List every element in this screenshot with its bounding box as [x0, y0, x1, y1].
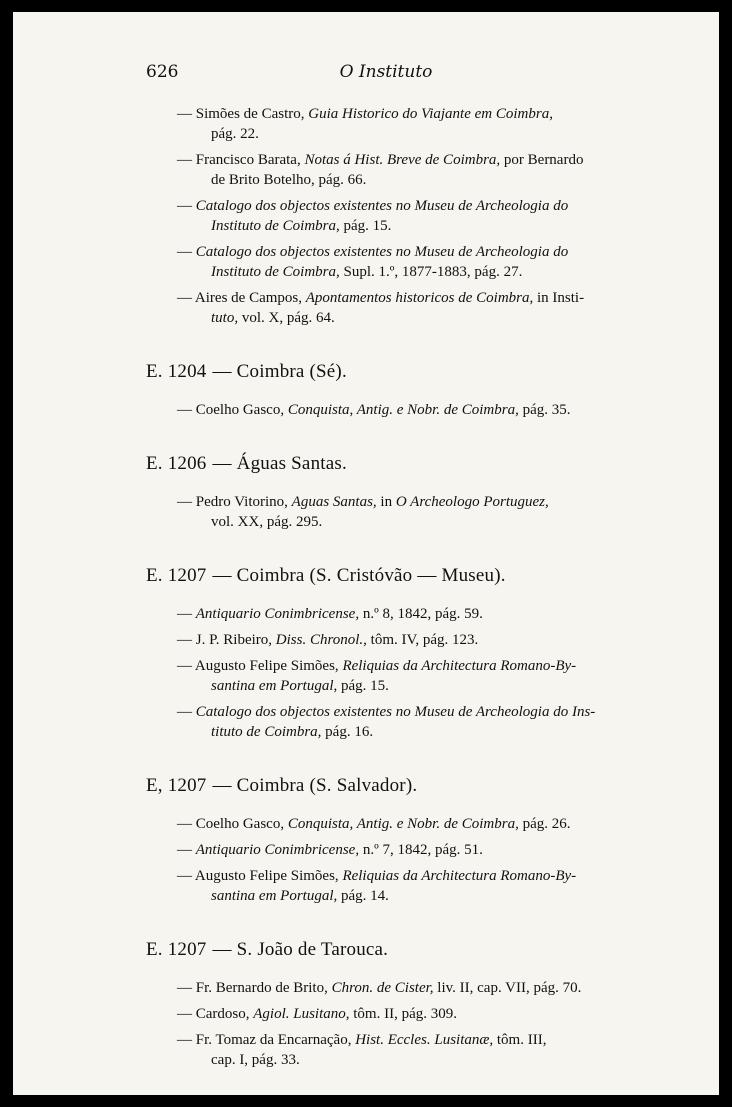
reference-line [146, 978, 626, 998]
reference-title: Conquista, Antig. e Nobr. de Coimbra, [287, 816, 519, 832]
reference-text: — Augusto Felipe Simões, [177, 868, 343, 884]
entry-code: E, 1207 [146, 775, 207, 796]
reference-title: Hist. Eccles. Lusitanæ, [355, 1032, 494, 1048]
reference-title: Catalogo dos objectos existentes no Museu de Archeologia do [195, 198, 569, 214]
reference-title: Catalogo dos objectos existentes no Museu de Archeologia do [195, 244, 569, 260]
reference-title: Antiquario Conimbricense, [195, 842, 360, 858]
reference-text: in Insti- [533, 290, 585, 306]
reference-text: — Simões de Castro, [177, 106, 309, 122]
entry-heading [146, 566, 626, 586]
entry-heading [146, 940, 626, 960]
reference-title: Antiquario Conimbricense, [195, 606, 360, 622]
intro-references [146, 104, 626, 328]
entry-code: E. 1207 [146, 939, 207, 960]
reference-title: tuto, [211, 310, 239, 326]
reference-text: liv. II, cap. VII, pág. 70. [433, 980, 582, 996]
reference [146, 840, 626, 860]
reference-continuation [146, 676, 626, 696]
reference-title: O Archeologo Portuguez, [395, 494, 549, 510]
reference [146, 104, 626, 144]
reference-text: pág. 26. [518, 816, 571, 832]
reference [146, 656, 626, 696]
reference [146, 630, 626, 650]
reference-title: Aguas Santas, [291, 494, 377, 510]
reference-line [146, 288, 626, 308]
reference-continuation [146, 262, 626, 282]
reference [146, 814, 626, 834]
reference [146, 288, 626, 328]
reference-title: Agiol. Lusitano, [253, 1006, 350, 1022]
reference-text: — [177, 244, 196, 260]
reference-title: Catalogo dos objectos existentes no Museu de Archeologia do Ins- [195, 704, 596, 720]
reference [146, 866, 626, 906]
reference-text: por Bernardo [500, 152, 584, 168]
reference-title: Apontamentos historicos de Coimbra, [305, 290, 534, 306]
reference-line [146, 400, 626, 420]
reference-text: — Fr. Bernardo de Brito, [177, 980, 332, 996]
entry-code: E. 1207 [146, 565, 207, 586]
reference [146, 242, 626, 282]
reference-continuation [146, 1050, 626, 1070]
reference-text: cap. I, pág. 33. [211, 1052, 300, 1068]
reference-line [146, 104, 626, 124]
reference-text: pág. 15. [337, 678, 389, 694]
page-number: 626 [146, 62, 179, 82]
reference-text: — J. P. Ribeiro, [177, 632, 276, 648]
reference-text: n.º 7, 1842, pág. 51. [359, 842, 483, 858]
reference-text: tôm. IV, pág. 123. [366, 632, 479, 648]
reference-text: tôm. III, [493, 1032, 547, 1048]
reference-title: Diss. Chronol., [275, 632, 367, 648]
reference [146, 400, 626, 420]
reference-text: — [177, 842, 196, 858]
reference-text: — [177, 606, 196, 622]
page-body [146, 104, 626, 1076]
reference-text: — Coelho Gasco, [177, 816, 288, 832]
reference [146, 196, 626, 236]
reference [146, 1004, 626, 1024]
reference [146, 150, 626, 190]
entry-place: — Águas Santas. [212, 453, 347, 474]
reference-title: santina em Portugal, [211, 678, 338, 694]
reference-line [146, 1004, 626, 1024]
reference-line [146, 492, 626, 512]
entry-heading [146, 362, 626, 382]
reference-text: — Fr. Tomaz da Encarnação, [177, 1032, 356, 1048]
reference-title: Notas á Hist. Breve de Coimbra, [304, 152, 501, 168]
reference [146, 1030, 626, 1070]
entry-code: E. 1206 [146, 453, 207, 474]
reference-line [146, 814, 626, 834]
reference-text: pág. 22. [211, 126, 259, 142]
reference-title: Conquista, Antig. e Nobr. de Coimbra, [287, 402, 519, 418]
reference [146, 492, 626, 532]
reference-text: — Cardoso, [177, 1006, 254, 1022]
reference-text: n.º 8, 1842, pág. 59. [359, 606, 483, 622]
reference [146, 978, 626, 998]
reference-text: pág. 35. [518, 402, 571, 418]
reference [146, 702, 626, 742]
reference-text: vol. XX, pág. 295. [211, 514, 323, 530]
entries-list [146, 362, 626, 1070]
reference-text: — Aires de Campos, [177, 290, 306, 306]
reference-continuation [146, 308, 626, 328]
reference-title: Chron. de Cister, [331, 980, 434, 996]
reference-text: — [177, 704, 196, 720]
entry-place: — S. João de Tarouca. [212, 939, 389, 960]
entry [146, 362, 626, 420]
reference-continuation [146, 170, 626, 190]
entry-heading [146, 454, 626, 474]
reference-title: Guia Historico do Viajante em Coimbra, [308, 106, 553, 122]
reference-text: pág. 16. [321, 724, 374, 740]
reference-text: — Coelho Gasco, [177, 402, 288, 418]
reference-text: in [376, 494, 396, 510]
reference-line [146, 656, 626, 676]
entry [146, 566, 626, 742]
reference-line [146, 604, 626, 624]
page-header [146, 62, 626, 86]
entry-place: — Coimbra (Sé). [212, 361, 347, 382]
reference-continuation [146, 722, 626, 742]
reference-continuation [146, 216, 626, 236]
reference-text: de Brito Botelho, pág. 66. [211, 172, 367, 188]
reference-text: vol. X, pág. 64. [238, 310, 335, 326]
reference-text: pág. 15. [339, 218, 392, 234]
reference-line [146, 866, 626, 886]
entry-place: — Coimbra (S. Salvador). [212, 775, 418, 796]
reference-line [146, 242, 626, 262]
reference-text: Supl. 1.º, 1877-1883, pág. 27. [339, 264, 523, 280]
reference-title: tituto de Coimbra, [211, 724, 322, 740]
entry [146, 776, 626, 906]
reference-title: Instituto de Coimbra, [211, 264, 340, 280]
reference-line [146, 196, 626, 216]
entry-code: E. 1204 [146, 361, 207, 382]
reference-line [146, 150, 626, 170]
reference-continuation [146, 886, 626, 906]
running-title: O Instituto [339, 62, 433, 82]
reference-text: — Augusto Felipe Simões, [177, 658, 343, 674]
reference-text: — Pedro Vitorino, [177, 494, 292, 510]
reference-continuation [146, 124, 626, 144]
reference-line [146, 1030, 626, 1050]
reference-text: tôm. II, pág. 309. [349, 1006, 457, 1022]
reference-title: santina em Portugal, [211, 888, 338, 904]
reference-line [146, 840, 626, 860]
entry-place: — Coimbra (S. Cristóvão — Museu). [212, 565, 506, 586]
reference-text: — [177, 198, 196, 214]
entry-heading [146, 776, 626, 796]
reference-line [146, 702, 626, 722]
reference-continuation [146, 512, 626, 532]
reference-text: — Francisco Barata, [177, 152, 305, 168]
reference [146, 604, 626, 624]
reference-title: Reliquias da Architectura Romano-By- [342, 868, 577, 884]
entry [146, 454, 626, 532]
reference-title: Reliquias da Architectura Romano-By- [342, 658, 577, 674]
reference-text: pág. 14. [337, 888, 389, 904]
entry [146, 940, 626, 1070]
reference-title: Instituto de Coimbra, [211, 218, 340, 234]
document-page [13, 12, 719, 1095]
reference-line [146, 630, 626, 650]
